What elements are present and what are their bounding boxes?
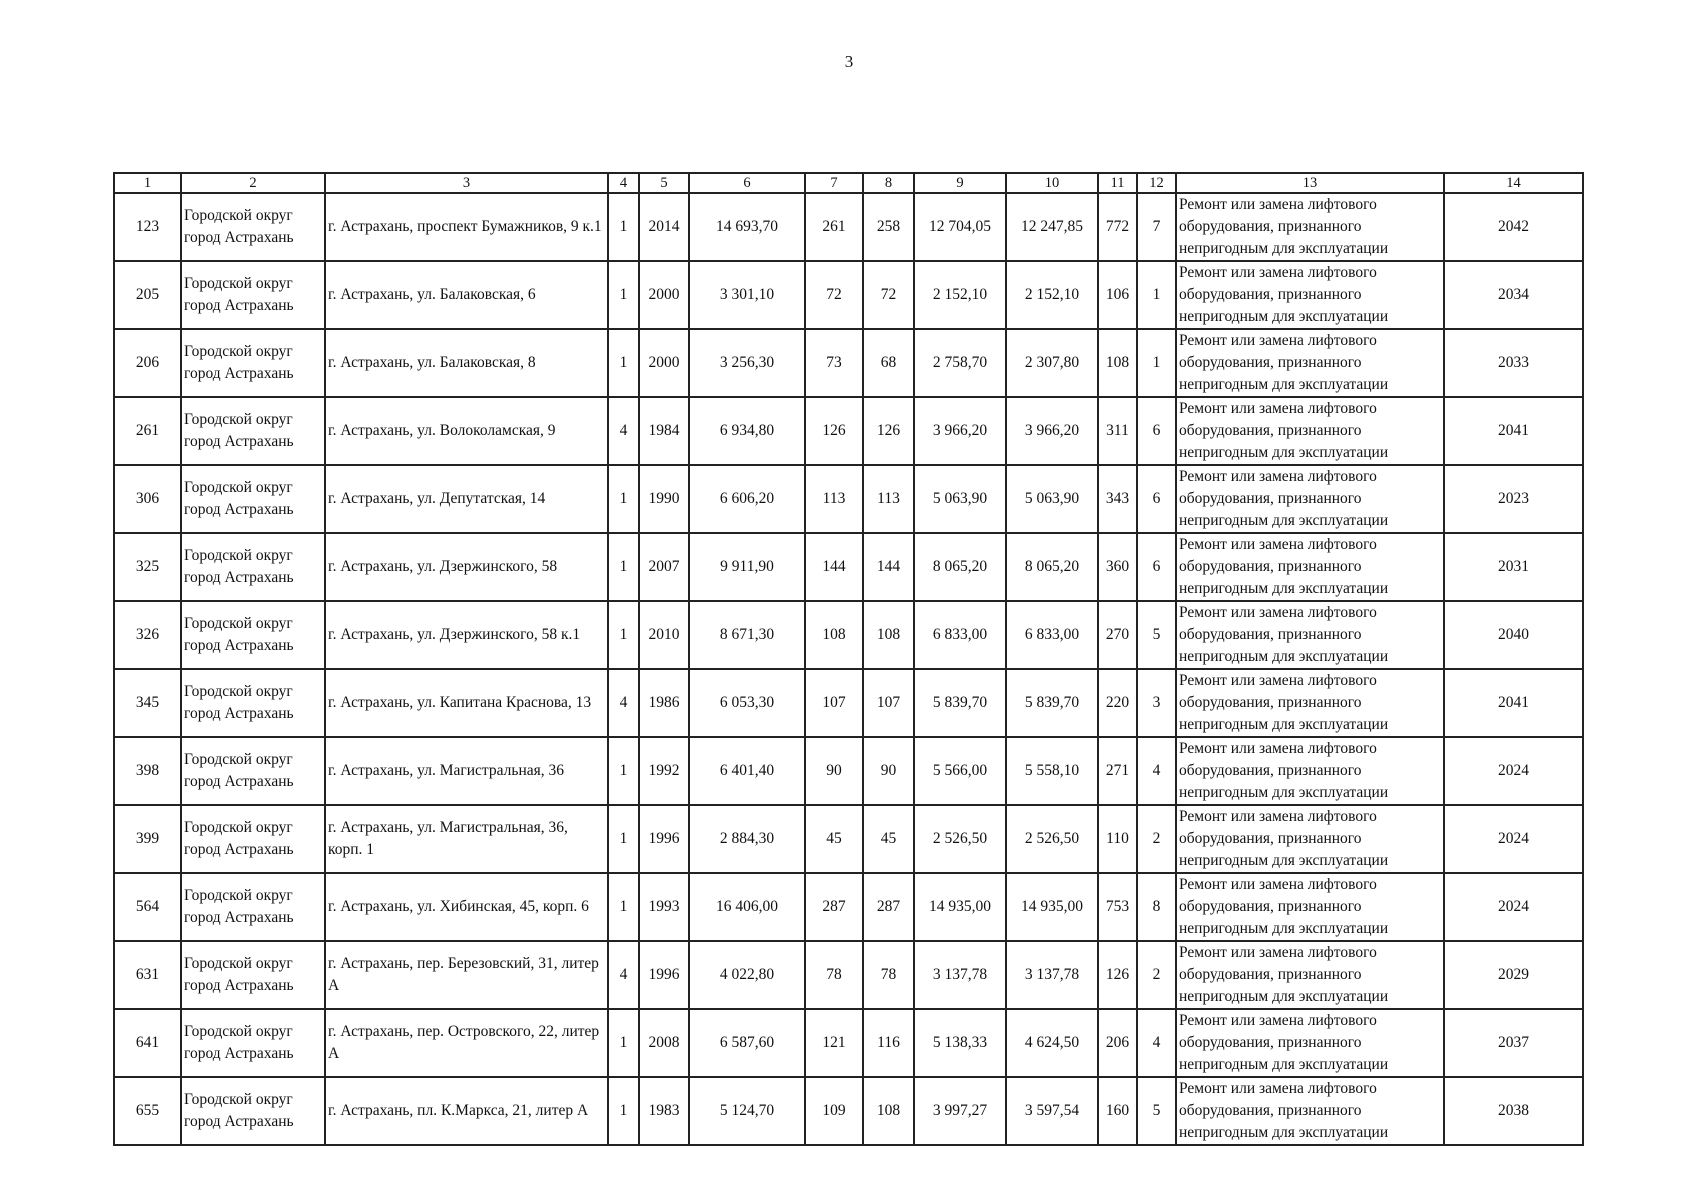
cell-record-number: 655	[114, 1077, 181, 1145]
cell-col-4-value: 1	[608, 329, 639, 397]
cell-work-type: Ремонт или замена лифтового оборудования, признанного непригодным для эксплуатации	[1176, 261, 1444, 329]
cell-area-9: 2 526,50	[914, 805, 1006, 873]
cell-area-10: 4 624,50	[1006, 1009, 1098, 1077]
cell-area-9: 2 152,10	[914, 261, 1006, 329]
cell-plan-year: 2024	[1444, 805, 1583, 873]
cell-record-number: 261	[114, 397, 181, 465]
cell-year-value: 1984	[639, 397, 689, 465]
cell-municipality: Городской округ город Астрахань	[181, 669, 325, 737]
column-header-14: 14	[1444, 173, 1583, 193]
column-header-9: 9	[914, 173, 1006, 193]
cell-plan-year: 2031	[1444, 533, 1583, 601]
table-row	[114, 737, 1583, 805]
cell-address: г. Астрахань, ул. Волоколамская, 9	[325, 397, 608, 465]
cell-col-4-value: 4	[608, 941, 639, 1009]
cell-work-type: Ремонт или замена лифтового оборудования, признанного непригодным для эксплуатации	[1176, 737, 1444, 805]
cell-municipality: Городской округ город Астрахань	[181, 329, 325, 397]
table-header	[114, 173, 1583, 193]
cell-area-total: 6 053,30	[689, 669, 805, 737]
cell-col-7-value: 90	[805, 737, 863, 805]
column-header-13: 13	[1176, 173, 1444, 193]
cell-work-type: Ремонт или замена лифтового оборудования, признанного непригодным для эксплуатации	[1176, 397, 1444, 465]
cell-work-type: Ремонт или замена лифтового оборудования, признанного непригодным для эксплуатации	[1176, 873, 1444, 941]
cell-col-11-value: 311	[1098, 397, 1137, 465]
cell-col-7-value: 73	[805, 329, 863, 397]
cell-plan-year: 2041	[1444, 669, 1583, 737]
cell-area-9: 5 138,33	[914, 1009, 1006, 1077]
cell-col-8-value: 68	[863, 329, 914, 397]
cell-area-9: 3 137,78	[914, 941, 1006, 1009]
column-header-10: 10	[1006, 173, 1098, 193]
cell-col-11-value: 160	[1098, 1077, 1137, 1145]
cell-municipality: Городской округ город Астрахань	[181, 1077, 325, 1145]
cell-col-8-value: 108	[863, 1077, 914, 1145]
cell-col-7-value: 113	[805, 465, 863, 533]
cell-col-12-value: 7	[1137, 193, 1176, 261]
cell-area-10: 2 307,80	[1006, 329, 1098, 397]
cell-area-10: 6 833,00	[1006, 601, 1098, 669]
cell-year-value: 2000	[639, 261, 689, 329]
cell-col-4-value: 1	[608, 533, 639, 601]
cell-area-10: 3 966,20	[1006, 397, 1098, 465]
cell-municipality: Городской округ город Астрахань	[181, 601, 325, 669]
cell-col-4-value: 1	[608, 1077, 639, 1145]
cell-col-8-value: 78	[863, 941, 914, 1009]
table-row	[114, 261, 1583, 329]
cell-year-value: 1992	[639, 737, 689, 805]
cell-area-10: 3 137,78	[1006, 941, 1098, 1009]
cell-col-7-value: 109	[805, 1077, 863, 1145]
cell-col-12-value: 1	[1137, 261, 1176, 329]
cell-work-type: Ремонт или замена лифтового оборудования, признанного непригодным для эксплуатации	[1176, 533, 1444, 601]
cell-address: г. Астрахань, проспект Бумажников, 9 к.1	[325, 193, 608, 261]
cell-col-12-value: 2	[1137, 805, 1176, 873]
cell-area-10: 2 526,50	[1006, 805, 1098, 873]
cell-year-value: 1983	[639, 1077, 689, 1145]
cell-col-4-value: 1	[608, 601, 639, 669]
cell-col-7-value: 78	[805, 941, 863, 1009]
cell-area-9: 14 935,00	[914, 873, 1006, 941]
cell-year-value: 2000	[639, 329, 689, 397]
cell-col-4-value: 4	[608, 669, 639, 737]
column-header-4: 4	[608, 173, 639, 193]
cell-col-12-value: 5	[1137, 1077, 1176, 1145]
cell-municipality: Городской округ город Астрахань	[181, 397, 325, 465]
cell-area-total: 14 693,70	[689, 193, 805, 261]
cell-municipality: Городской округ город Астрахань	[181, 737, 325, 805]
cell-address: г. Астрахань, ул. Депутатская, 14	[325, 465, 608, 533]
lift-repair-table	[113, 172, 1584, 1146]
cell-year-value: 1996	[639, 941, 689, 1009]
cell-col-8-value: 72	[863, 261, 914, 329]
cell-area-10: 5 839,70	[1006, 669, 1098, 737]
table-row	[114, 669, 1583, 737]
table-row	[114, 465, 1583, 533]
cell-col-12-value: 2	[1137, 941, 1176, 1009]
cell-municipality: Городской округ город Астрахань	[181, 1009, 325, 1077]
cell-col-7-value: 144	[805, 533, 863, 601]
cell-col-12-value: 6	[1137, 397, 1176, 465]
cell-col-7-value: 126	[805, 397, 863, 465]
cell-area-total: 5 124,70	[689, 1077, 805, 1145]
cell-area-9: 3 966,20	[914, 397, 1006, 465]
cell-col-8-value: 107	[863, 669, 914, 737]
column-header-5: 5	[639, 173, 689, 193]
cell-area-10: 5 063,90	[1006, 465, 1098, 533]
column-header-3: 3	[325, 173, 608, 193]
cell-col-11-value: 126	[1098, 941, 1137, 1009]
cell-col-8-value: 116	[863, 1009, 914, 1077]
cell-col-4-value: 1	[608, 193, 639, 261]
cell-col-11-value: 270	[1098, 601, 1137, 669]
cell-plan-year: 2033	[1444, 329, 1583, 397]
column-header-1: 1	[114, 173, 181, 193]
cell-col-7-value: 107	[805, 669, 863, 737]
cell-record-number: 564	[114, 873, 181, 941]
table-row	[114, 397, 1583, 465]
cell-col-11-value: 206	[1098, 1009, 1137, 1077]
cell-col-7-value: 121	[805, 1009, 863, 1077]
cell-year-value: 2014	[639, 193, 689, 261]
cell-col-4-value: 1	[608, 805, 639, 873]
table-row	[114, 601, 1583, 669]
cell-year-value: 1993	[639, 873, 689, 941]
cell-plan-year: 2041	[1444, 397, 1583, 465]
cell-record-number: 631	[114, 941, 181, 1009]
cell-work-type: Ремонт или замена лифтового оборудования, признанного непригодным для эксплуатации	[1176, 1077, 1444, 1145]
table-row	[114, 1077, 1583, 1145]
cell-work-type: Ремонт или замена лифтового оборудования, признанного непригодным для эксплуатации	[1176, 465, 1444, 533]
column-header-6: 6	[689, 173, 805, 193]
cell-year-value: 2007	[639, 533, 689, 601]
cell-col-4-value: 1	[608, 261, 639, 329]
cell-address: г. Астрахань, пер. Островского, 22, литер А	[325, 1009, 608, 1077]
cell-area-total: 6 587,60	[689, 1009, 805, 1077]
cell-col-8-value: 113	[863, 465, 914, 533]
cell-area-9: 6 833,00	[914, 601, 1006, 669]
cell-plan-year: 2024	[1444, 737, 1583, 805]
column-header-2: 2	[181, 173, 325, 193]
cell-municipality: Городской округ город Астрахань	[181, 941, 325, 1009]
cell-address: г. Астрахань, пер. Березовский, 31, литер А	[325, 941, 608, 1009]
cell-area-9: 5 839,70	[914, 669, 1006, 737]
header-row	[114, 173, 1583, 193]
cell-work-type: Ремонт или замена лифтового оборудования, признанного непригодным для эксплуатации	[1176, 1009, 1444, 1077]
cell-work-type: Ремонт или замена лифтового оборудования, признанного непригодным для эксплуатации	[1176, 669, 1444, 737]
cell-col-4-value: 4	[608, 397, 639, 465]
cell-col-11-value: 271	[1098, 737, 1137, 805]
cell-plan-year: 2038	[1444, 1077, 1583, 1145]
cell-area-10: 8 065,20	[1006, 533, 1098, 601]
cell-col-4-value: 1	[608, 465, 639, 533]
cell-work-type: Ремонт или замена лифтового оборудования, признанного непригодным для эксплуатации	[1176, 805, 1444, 873]
cell-col-11-value: 108	[1098, 329, 1137, 397]
cell-col-4-value: 1	[608, 737, 639, 805]
cell-address: г. Астрахань, ул. Магистральная, 36, корп. 1	[325, 805, 608, 873]
cell-col-7-value: 72	[805, 261, 863, 329]
table-row	[114, 1009, 1583, 1077]
table-row	[114, 941, 1583, 1009]
cell-col-8-value: 287	[863, 873, 914, 941]
cell-area-10: 5 558,10	[1006, 737, 1098, 805]
cell-record-number: 123	[114, 193, 181, 261]
cell-col-11-value: 220	[1098, 669, 1137, 737]
cell-municipality: Городской округ город Астрахань	[181, 873, 325, 941]
cell-address: г. Астрахань, ул. Балаковская, 6	[325, 261, 608, 329]
cell-col-8-value: 90	[863, 737, 914, 805]
column-header-7: 7	[805, 173, 863, 193]
cell-col-8-value: 126	[863, 397, 914, 465]
cell-address: г. Астрахань, ул. Хибинская, 45, корп. 6	[325, 873, 608, 941]
cell-work-type: Ремонт или замена лифтового оборудования, признанного непригодным для эксплуатации	[1176, 329, 1444, 397]
column-header-11: 11	[1098, 173, 1137, 193]
cell-municipality: Городской округ город Астрахань	[181, 533, 325, 601]
cell-area-total: 3 301,10	[689, 261, 805, 329]
cell-area-total: 6 401,40	[689, 737, 805, 805]
cell-plan-year: 2034	[1444, 261, 1583, 329]
cell-municipality: Городской округ город Астрахань	[181, 805, 325, 873]
cell-col-11-value: 772	[1098, 193, 1137, 261]
cell-area-9: 8 065,20	[914, 533, 1006, 601]
cell-year-value: 2010	[639, 601, 689, 669]
cell-area-total: 16 406,00	[689, 873, 805, 941]
cell-area-10: 2 152,10	[1006, 261, 1098, 329]
cell-year-value: 1996	[639, 805, 689, 873]
cell-work-type: Ремонт или замена лифтового оборудования, признанного непригодным для эксплуатации	[1176, 601, 1444, 669]
cell-record-number: 399	[114, 805, 181, 873]
cell-address: г. Астрахань, ул. Балаковская, 8	[325, 329, 608, 397]
cell-col-11-value: 343	[1098, 465, 1137, 533]
cell-address: г. Астрахань, ул. Дзержинского, 58	[325, 533, 608, 601]
cell-record-number: 306	[114, 465, 181, 533]
cell-record-number: 641	[114, 1009, 181, 1077]
column-header-12: 12	[1137, 173, 1176, 193]
table-row	[114, 533, 1583, 601]
cell-col-11-value: 106	[1098, 261, 1137, 329]
cell-year-value: 2008	[639, 1009, 689, 1077]
cell-plan-year: 2029	[1444, 941, 1583, 1009]
cell-col-11-value: 360	[1098, 533, 1137, 601]
table-body	[114, 193, 1583, 1145]
table-row	[114, 329, 1583, 397]
cell-area-9: 5 063,90	[914, 465, 1006, 533]
table-row	[114, 873, 1583, 941]
cell-address: г. Астрахань, пл. К.Маркса, 21, литер А	[325, 1077, 608, 1145]
cell-plan-year: 2037	[1444, 1009, 1583, 1077]
cell-year-value: 1986	[639, 669, 689, 737]
cell-col-7-value: 108	[805, 601, 863, 669]
cell-area-10: 14 935,00	[1006, 873, 1098, 941]
cell-year-value: 1990	[639, 465, 689, 533]
cell-col-12-value: 3	[1137, 669, 1176, 737]
cell-record-number: 206	[114, 329, 181, 397]
cell-area-total: 3 256,30	[689, 329, 805, 397]
cell-col-8-value: 45	[863, 805, 914, 873]
cell-col-12-value: 1	[1137, 329, 1176, 397]
cell-area-total: 9 911,90	[689, 533, 805, 601]
cell-area-9: 12 704,05	[914, 193, 1006, 261]
cell-col-12-value: 4	[1137, 737, 1176, 805]
cell-area-10: 12 247,85	[1006, 193, 1098, 261]
cell-work-type: Ремонт или замена лифтового оборудования, признанного непригодным для эксплуатации	[1176, 941, 1444, 1009]
cell-record-number: 205	[114, 261, 181, 329]
cell-address: г. Астрахань, ул. Магистральная, 36	[325, 737, 608, 805]
cell-col-8-value: 144	[863, 533, 914, 601]
cell-col-11-value: 753	[1098, 873, 1137, 941]
cell-plan-year: 2040	[1444, 601, 1583, 669]
cell-area-9: 5 566,00	[914, 737, 1006, 805]
cell-col-7-value: 45	[805, 805, 863, 873]
cell-col-12-value: 6	[1137, 465, 1176, 533]
cell-record-number: 326	[114, 601, 181, 669]
cell-area-total: 4 022,80	[689, 941, 805, 1009]
cell-area-9: 2 758,70	[914, 329, 1006, 397]
cell-col-12-value: 6	[1137, 533, 1176, 601]
cell-col-7-value: 261	[805, 193, 863, 261]
cell-address: г. Астрахань, ул. Капитана Краснова, 13	[325, 669, 608, 737]
cell-col-11-value: 110	[1098, 805, 1137, 873]
cell-area-10: 3 597,54	[1006, 1077, 1098, 1145]
cell-plan-year: 2023	[1444, 465, 1583, 533]
cell-area-9: 3 997,27	[914, 1077, 1006, 1145]
cell-record-number: 345	[114, 669, 181, 737]
cell-work-type: Ремонт или замена лифтового оборудования, признанного непригодным для эксплуатации	[1176, 193, 1444, 261]
table-row	[114, 193, 1583, 261]
cell-record-number: 398	[114, 737, 181, 805]
cell-col-4-value: 1	[608, 873, 639, 941]
cell-area-total: 6 606,20	[689, 465, 805, 533]
cell-col-12-value: 8	[1137, 873, 1176, 941]
cell-col-7-value: 287	[805, 873, 863, 941]
cell-municipality: Городской округ город Астрахань	[181, 261, 325, 329]
cell-municipality: Городской округ город Астрахань	[181, 193, 325, 261]
cell-col-4-value: 1	[608, 1009, 639, 1077]
cell-col-12-value: 5	[1137, 601, 1176, 669]
table-row	[114, 805, 1583, 873]
cell-record-number: 325	[114, 533, 181, 601]
cell-plan-year: 2042	[1444, 193, 1583, 261]
column-header-8: 8	[863, 173, 914, 193]
cell-area-total: 6 934,80	[689, 397, 805, 465]
cell-col-8-value: 258	[863, 193, 914, 261]
page-number: 3	[844, 52, 854, 71]
cell-plan-year: 2024	[1444, 873, 1583, 941]
cell-address: г. Астрахань, ул. Дзержинского, 58 к.1	[325, 601, 608, 669]
cell-col-8-value: 108	[863, 601, 914, 669]
cell-col-12-value: 4	[1137, 1009, 1176, 1077]
cell-municipality: Городской округ город Астрахань	[181, 465, 325, 533]
cell-area-total: 8 671,30	[689, 601, 805, 669]
cell-area-total: 2 884,30	[689, 805, 805, 873]
